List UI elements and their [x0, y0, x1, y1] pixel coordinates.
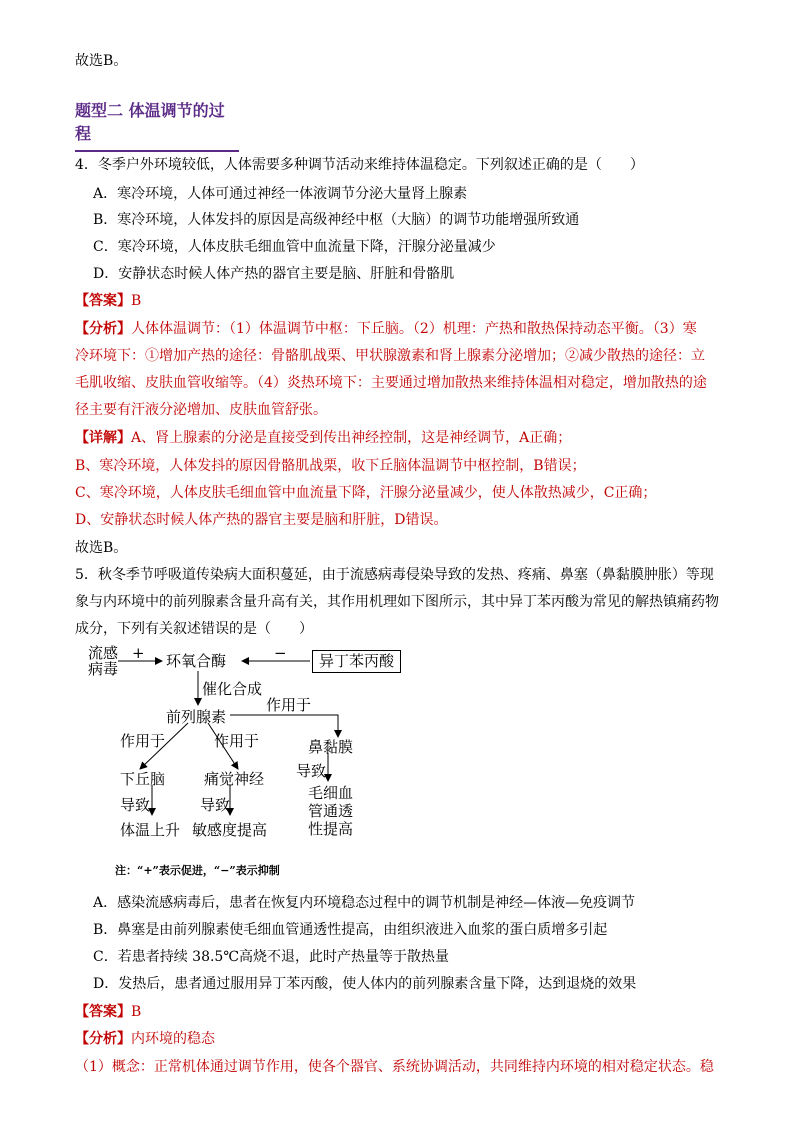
virus-label-2: 病毒	[88, 660, 119, 678]
acts-on-mid-label: 作用于	[214, 732, 260, 750]
q5-concept-line: （1）概念：正常机体通过调节作用，使各个器官、系统协调活动，共同维持内环境的相对稳定状态。稳	[75, 1059, 714, 1075]
q4-option-d: D．安静状态时候人体产热的器官主要是脑、肝脏和骨骼肌	[93, 266, 455, 282]
plus-sign: +	[132, 644, 145, 662]
diagram-note: 注：“+”表示促进，“−”表示抑制	[115, 864, 280, 877]
hypothalamus-label: 下丘脑	[120, 770, 166, 788]
q5-option-d: D．发热后，患者通过服用异丁苯丙酸，使人体内的前列腺素含量下降，达到退烧的效果	[93, 976, 637, 992]
pg-label: 前列腺素	[166, 708, 227, 726]
q4-analysis-text-1: 人体体温调节：（1）体温调节中枢：下丘脑。（2）机理：产热和散热保持动态平衡。（3）寒	[131, 321, 697, 337]
enzyme-label: 环氧合酶	[166, 652, 227, 670]
q5-stem-line-2: 象与内环境中的前列腺素含量升高有关，其作用机理如下图所示，其中异丁苯丙酸为常见的解热镇痛药物	[75, 594, 719, 610]
q5-option-b: B．鼻塞是由前列腺素使毛细血管通透性提高，由组织液进入血浆的蛋白质增多引起	[93, 922, 608, 938]
q5-analysis	[75, 1029, 215, 1049]
sensitivity-up-label: 敏感度提高	[192, 821, 268, 839]
capillary-label-3: 性提高	[308, 820, 354, 838]
q4-analysis-line-4: 径主要有汗液分泌增加、皮肤血管舒张。	[75, 402, 327, 418]
q4-analysis-label: 【分析】	[75, 321, 131, 337]
q4-detail-line-1	[75, 428, 571, 448]
q4-detail-text-1: A、肾上腺素的分泌是直接受到传出神经控制，这是神经调节，A正确；	[131, 430, 572, 446]
acts-on-left-label: 作用于	[120, 732, 166, 750]
q4-detail-line-4: D、安静状态时候人体产热的器官主要是脑和肝脏，D错误。	[75, 512, 448, 528]
q5-answer-label: 【答案】	[75, 1004, 131, 1020]
mechanism-diagram	[80, 645, 420, 845]
q4-answer-value: B	[131, 293, 142, 309]
leads-right-label: 导致	[296, 762, 327, 780]
q4-option-c: C．寒冷环境，人体皮肤毛细血管中血流量下降，汗腺分泌量减少	[93, 239, 496, 255]
q5-analysis-text: 内环境的稳态	[131, 1031, 215, 1047]
capillary-label-1: 毛细血	[308, 784, 354, 802]
drug-box: 异丁苯丙酸	[312, 650, 401, 673]
q4-detail-line-3: C、寒冷环境，人体皮肤毛细血管中血流量下降，汗腺分泌量减少，使人体散热减少，C正确；	[75, 485, 657, 501]
q5-analysis-label: 【分析】	[75, 1031, 131, 1047]
acts-on-right-label: 作用于	[266, 696, 312, 714]
virus-label-1: 流感	[88, 644, 119, 662]
q4-option-a: A．寒冷环境，人体可通过神经一体液调节分泌大量肾上腺素	[93, 186, 468, 202]
q5-answer-value: B	[131, 1004, 142, 1020]
capillary-label-2: 管通透	[308, 802, 354, 820]
temp-up-label: 体温上升	[120, 821, 181, 839]
q4-analysis-line-1	[75, 319, 697, 339]
previous-conclusion: 故选B。	[75, 53, 128, 69]
q4-detail-label: 【详解】	[75, 430, 131, 446]
section-title: 题型二 体温调节的过程	[75, 98, 239, 152]
q5-option-c: C．若患者持续 38.5℃高烧不退，此时产热量等于散热量	[93, 949, 449, 965]
q5-answer	[75, 1002, 141, 1022]
q4-stem: 4．冬季户外环境较低，人体需要多种调节活动来维持体温稳定。下列叙述正确的是（ ）	[75, 157, 644, 173]
q5-stem-line-3: 成分，下列有关叙述错误的是（ ）	[75, 621, 313, 637]
leads-mid-label: 导致	[200, 796, 231, 814]
q4-detail-line-2: B、寒冷环境，人体发抖的原因骨骼肌战栗，收下丘脑体温调节中枢控制，B错误；	[75, 458, 586, 474]
leads-left-label: 导致	[120, 796, 151, 814]
q4-conclusion: 故选B。	[75, 540, 128, 556]
q5-option-a: A．感染流感病毒后，患者在恢复内环境稳态过程中的调节机制是神经—体液—免疫调节	[93, 895, 636, 911]
q4-answer-label: 【答案】	[75, 293, 131, 309]
catalyze-label: 催化合成	[202, 680, 263, 698]
mucosa-label: 鼻黏膜	[308, 738, 354, 756]
q4-analysis-line-2: 冷环境下：①增加产热的途径：骨骼肌战栗、甲状腺激素和肾上腺素分泌增加；②减少散热的途径：立	[75, 348, 705, 364]
q4-option-b: B．寒冷环境，人体发抖的原因是高级神经中枢（大脑）的调节功能增强所致通	[93, 212, 580, 228]
pain-nerve-label: 痛觉神经	[204, 770, 265, 788]
q4-analysis-line-3: 毛肌收缩、皮肤血管收缩等。（4）炎热环境下：主要通过增加散热来维持体温相对稳定，增加散热的途	[75, 375, 707, 391]
q4-answer	[75, 291, 141, 311]
q5-stem-line-1: 5．秋冬季节呼吸道传染病大面积蔓延，由于流感病毒侵染导致的发热、疼痛、鼻塞（鼻黏膜肿胀）等现	[75, 567, 714, 583]
minus-sign: −	[274, 644, 287, 662]
